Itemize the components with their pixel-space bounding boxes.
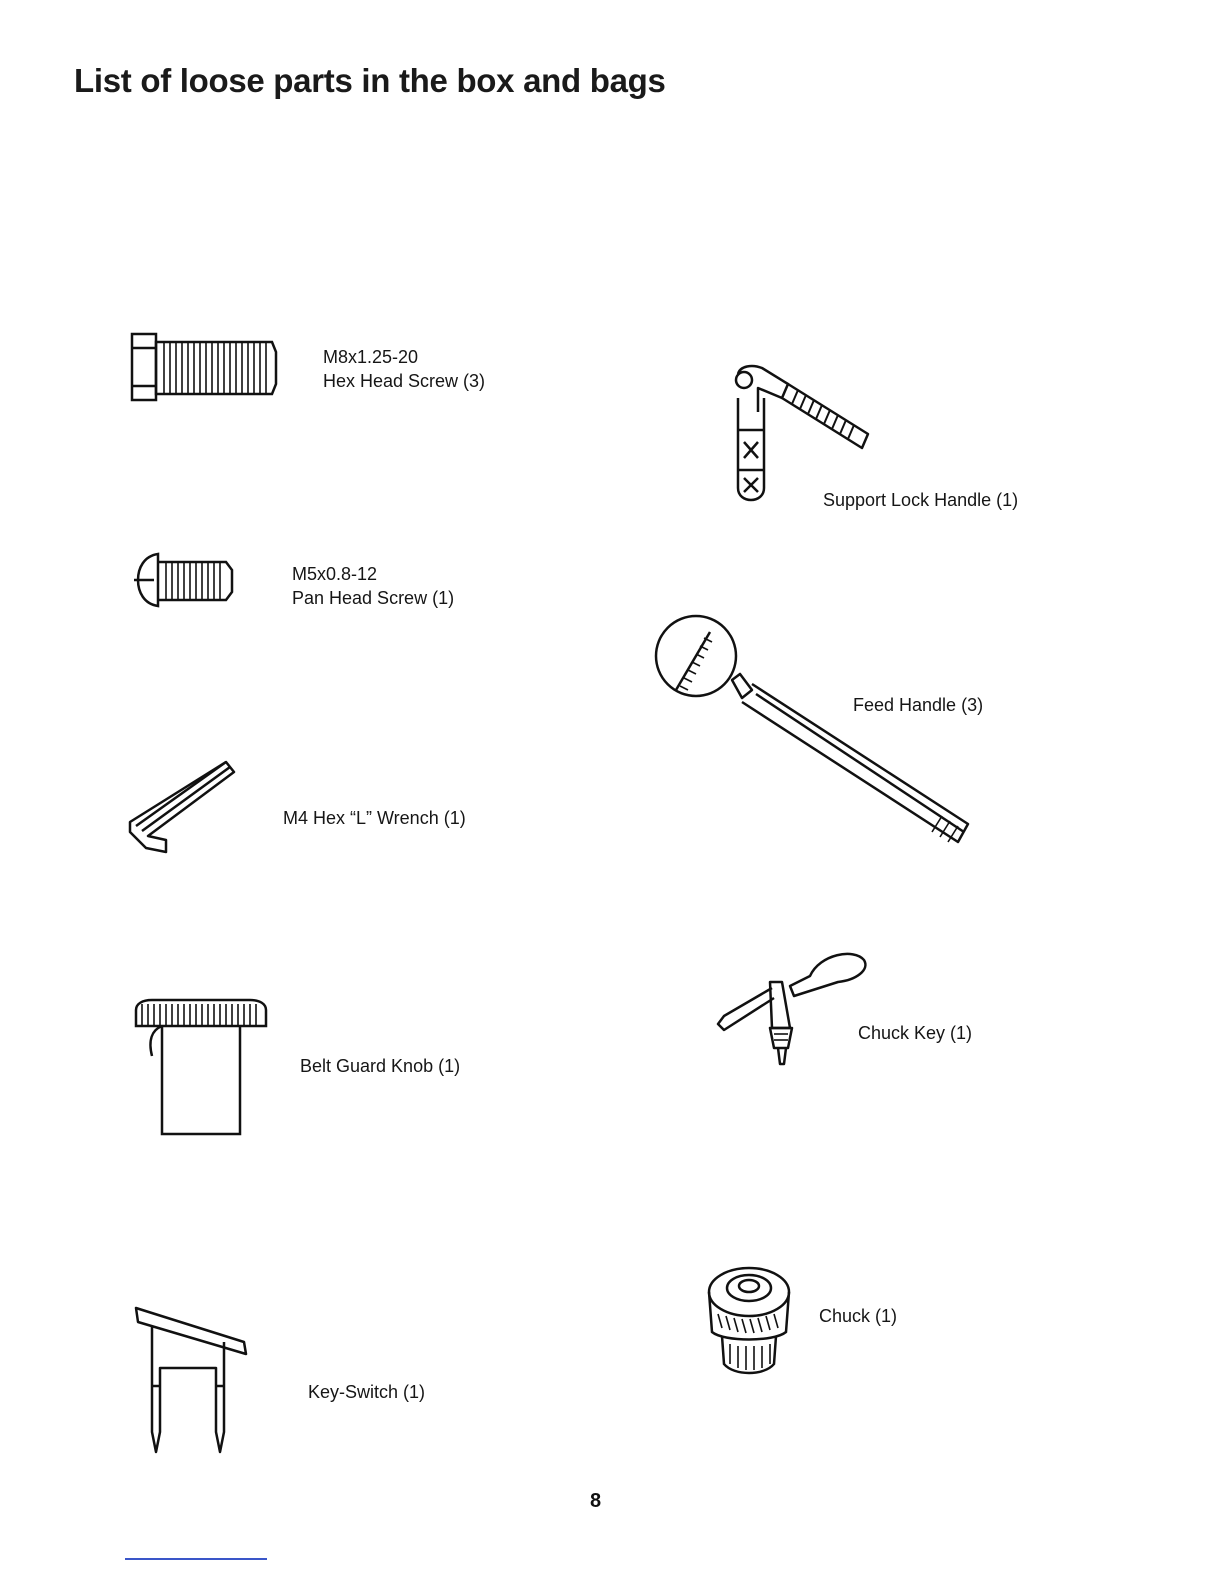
chuck-label [819,1304,897,1328]
hex-head-screw-label [323,345,485,393]
support-lock-handle-label [823,488,1018,512]
hex-l-wrench-label [283,806,466,830]
chuck-key-label [858,1021,972,1045]
belt-guard-knob-label [300,1054,460,1078]
chuck-key-name: Chuck Key (1) [858,1023,973,1043]
feed-handle-name: Feed Handle (3) [853,695,984,715]
pan-head-screw-spec: M5x0.8-12 [292,564,378,584]
feed-handle-icon [652,610,976,854]
key-switch-label [308,1380,425,1404]
pan-head-screw-icon [132,548,236,614]
belt-guard-knob-name: Belt Guard Knob (1) [300,1056,461,1076]
hex-head-screw-icon [126,328,282,408]
key-switch-icon [128,1302,252,1462]
hex-l-wrench-name: M4 Hex “L” Wrench (1) [283,808,466,828]
chuck-name: Chuck (1) [819,1306,898,1326]
page-title: List of loose parts in the box and bags [74,62,666,99]
hex-head-screw-name: Hex Head Screw (3) [323,371,486,391]
hex-head-screw-spec: M8x1.25-20 [323,347,419,367]
footer-rule [125,1558,267,1560]
page-number: 8 [590,1490,602,1512]
feed-handle-label [853,693,983,717]
pan-head-screw-name: Pan Head Screw (1) [292,588,455,608]
belt-guard-knob-icon [132,996,270,1138]
support-lock-handle-name: Support Lock Handle (1) [823,490,1019,510]
hex-l-wrench-icon [122,756,242,860]
chuck-icon [704,1264,794,1378]
pan-head-screw-label [292,562,454,610]
chuck-key-icon [714,948,870,1070]
key-switch-name: Key-Switch (1) [308,1382,426,1402]
